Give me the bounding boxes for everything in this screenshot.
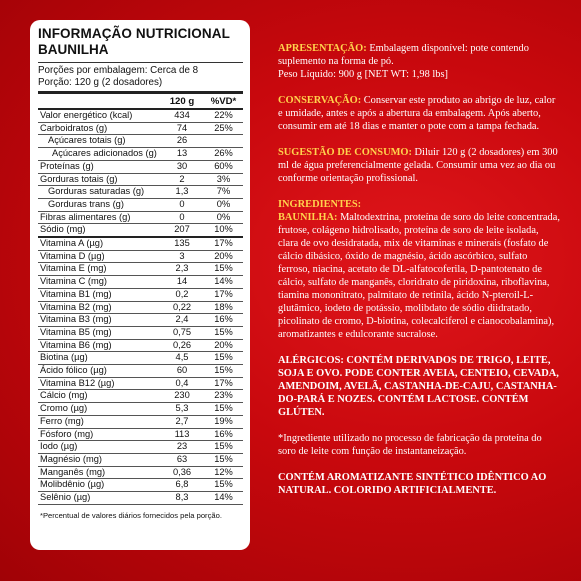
servings-info	[38, 62, 243, 88]
flavor-ingredients-label: BAUNILHA:	[278, 212, 338, 223]
nutrition-row	[38, 352, 243, 365]
nutrient-vd: 0%	[204, 211, 243, 224]
nutrition-title: INFORMAÇÃO NUTRICIONAL	[38, 26, 230, 41]
ingredients-section	[278, 198, 560, 341]
nutrition-row	[38, 415, 243, 428]
nutrient-vd: 17%	[204, 237, 243, 250]
nutrient-vd: 15%	[204, 479, 243, 492]
nutrient-name: Manganês (mg)	[38, 466, 160, 479]
nutrient-vd	[204, 135, 243, 148]
storage-text: Conservar este produto ao abrigo de luz, calor e umidade, antes e após a abertura da embalagem. Após aberto, consumir em até 18 dias e manter o pote com a tampa fechada.	[278, 95, 556, 132]
nutrient-vd: 7%	[204, 186, 243, 199]
nutrient-name: Vitamina E (mg)	[38, 263, 160, 276]
nutrient-name: Gorduras trans (g)	[38, 198, 160, 211]
nutrient-amount: 434	[160, 109, 204, 122]
nutrient-name: Cálcio (mg)	[38, 390, 160, 403]
usage-text: Diluir 120 g (2 dosadores) em 300 ml de água preferencialmente gelada. Consumir uma vez ao dia ou conforme orientação profissional.	[278, 147, 558, 184]
nutrient-vd: 17%	[204, 377, 243, 390]
nutrient-vd: 26%	[204, 148, 243, 161]
nutrition-facts-panel	[30, 20, 250, 550]
nutrient-amount: 26	[160, 135, 204, 148]
nutrient-amount: 0	[160, 198, 204, 211]
nutrient-amount: 1,3	[160, 186, 204, 199]
nutrient-vd: 14%	[204, 492, 243, 505]
nutrient-name: Vitamina C (mg)	[38, 276, 160, 289]
nutrition-row	[38, 377, 243, 390]
nutrient-vd: 23%	[204, 390, 243, 403]
nutrient-name: Cromo (µg)	[38, 403, 160, 416]
nutrient-amount: 113	[160, 428, 204, 441]
nutrient-vd: 25%	[204, 122, 243, 135]
nutrition-row	[38, 122, 243, 135]
nutrient-name: Magnésio (mg)	[38, 453, 160, 466]
nutrient-vd: 15%	[204, 365, 243, 378]
nutrient-amount: 2	[160, 173, 204, 186]
nutrient-name: Fósforo (mg)	[38, 428, 160, 441]
nutrient-amount: 5,3	[160, 403, 204, 416]
nutrition-row	[38, 186, 243, 199]
nutrient-name: Ferro (mg)	[38, 415, 160, 428]
nutrient-amount: 74	[160, 122, 204, 135]
nutrient-vd: 20%	[204, 339, 243, 352]
nutrient-name: Vitamina B1 (mg)	[38, 288, 160, 301]
nutrient-name: Gorduras saturadas (g)	[38, 186, 160, 199]
nutrient-amount: 4,5	[160, 352, 204, 365]
nutrition-row	[38, 492, 243, 505]
nutrition-row	[38, 263, 243, 276]
storage-label: CONSERVAÇÃO:	[278, 95, 362, 106]
nutrition-table	[38, 91, 243, 505]
nutrition-row	[38, 365, 243, 378]
header-vd: %VD*	[204, 93, 243, 110]
header-nutrient	[38, 93, 160, 110]
nutrition-row	[38, 250, 243, 263]
nutrient-amount: 2,4	[160, 314, 204, 327]
nutrient-amount: 6,8	[160, 479, 204, 492]
ingredient-note: *Ingrediente utilizado no processo de fabricação da proteína do soro de leite com função de instantaneização.	[278, 433, 542, 457]
nutrition-row	[38, 198, 243, 211]
nutrient-name: Vitamina B12 (µg)	[38, 377, 160, 390]
nutrient-amount: 14	[160, 276, 204, 289]
nutrient-amount: 0,36	[160, 466, 204, 479]
presentation-label: APRESENTAÇÃO:	[278, 43, 367, 54]
nutrient-name: Fibras alimentares (g)	[38, 211, 160, 224]
nutrient-vd: 16%	[204, 314, 243, 327]
nutrition-row	[38, 160, 243, 173]
nutrition-row	[38, 339, 243, 352]
nutrition-row	[38, 314, 243, 327]
nutrition-table-header	[38, 93, 243, 110]
ingredients-label: INGREDIENTES:	[278, 199, 362, 210]
nutrient-vd: 14%	[204, 276, 243, 289]
nutrient-name: Açúcares adicionados (g)	[38, 148, 160, 161]
nutrient-vd: 10%	[204, 224, 243, 237]
serving-size: Porção: 120 g (2 dosadores)	[38, 76, 163, 88]
nutrient-name: Valor energético (kcal)	[38, 109, 160, 122]
nutrient-name: Vitamina B2 (mg)	[38, 301, 160, 314]
nutrient-name: Vitamina A (µg)	[38, 237, 160, 250]
nutrition-footnote: *Percentual de valores diários fornecidos pela porção.	[40, 510, 222, 520]
nutrient-name: Iodo (µg)	[38, 441, 160, 454]
nutrition-table-body	[38, 109, 243, 504]
nutrient-vd: 22%	[204, 109, 243, 122]
nutrient-vd: 15%	[204, 441, 243, 454]
usage-section	[278, 146, 560, 185]
nutrient-amount: 60	[160, 365, 204, 378]
nutrient-vd: 15%	[204, 453, 243, 466]
nutrition-row	[38, 390, 243, 403]
nutrition-row	[38, 135, 243, 148]
usage-label: SUGESTÃO DE CONSUMO:	[278, 147, 412, 158]
nutrient-vd: 60%	[204, 160, 243, 173]
nutrition-row	[38, 211, 243, 224]
nutrient-vd: 0%	[204, 198, 243, 211]
nutrient-name: Gorduras totais (g)	[38, 173, 160, 186]
nutrient-name: Sódio (mg)	[38, 224, 160, 237]
allergens-text: ALÉRGICOS: CONTÉM DERIVADOS DE TRIGO, LEITE, SOJA E OVO. PODE CONTER AVEIA, CENTEIO, CEVADA, AMENDOIM, AVELÃ, CASTANHA-DE-CAJU, CASTANHA-DO-PARÁ E NOZES. CONTÉM LACTOSE. CONTÉM GLÚTEN.	[278, 355, 559, 418]
nutrition-row	[38, 466, 243, 479]
nutrient-name: Carboidratos (g)	[38, 122, 160, 135]
servings-per-package: Porções por embalagem: Cerca de 8	[38, 65, 199, 76]
nutrient-vd: 20%	[204, 250, 243, 263]
nutrient-amount: 0	[160, 211, 204, 224]
nutrition-row	[38, 403, 243, 416]
nutrient-amount: 0,26	[160, 339, 204, 352]
nutrient-amount: 30	[160, 160, 204, 173]
nutrition-row	[38, 326, 243, 339]
nutrition-row	[38, 428, 243, 441]
nutrition-row	[38, 109, 243, 122]
nutrient-amount: 63	[160, 453, 204, 466]
nutrient-name: Vitamina B5 (mg)	[38, 326, 160, 339]
nutrition-row	[38, 301, 243, 314]
nutrition-row	[38, 276, 243, 289]
nutrient-amount: 230	[160, 390, 204, 403]
nutrient-amount: 3	[160, 250, 204, 263]
nutrient-vd: 16%	[204, 428, 243, 441]
presentation-section	[278, 42, 560, 81]
nutrition-row	[38, 173, 243, 186]
nutrient-vd: 17%	[204, 288, 243, 301]
nutrient-amount: 2,3	[160, 263, 204, 276]
nutrient-amount: 13	[160, 148, 204, 161]
nutrient-vd: 15%	[204, 403, 243, 416]
nutrient-vd: 12%	[204, 466, 243, 479]
nutrient-vd: 15%	[204, 326, 243, 339]
storage-section	[278, 94, 560, 133]
nutrient-amount: 23	[160, 441, 204, 454]
ingredients-text: Maltodextrina, proteína de soro do leite concentrada, frutose, colágeno hidrolisado, proteína de soro de leite isolada, clara de ovo desidratada, mix de vitaminas e minerais (fosfato de cálcio dibásico, óxido de magnésio, ácido ascórbico, sulfato ferroso, niacina, acetato de DL-alfatocoferila, D-pantotenato de cálcio, sulfato de manganês, cloridrato de piridoxina, riboflavina, tiamina mononitrato, palmitato de retinila, ácido N-pteroil-L-glutâmico, iodeto de potássio, molibdato de sódio diidratado, picolinato de cromo, D-biotina, colecalciferol e cianocobalamina), aromatizantes e edulcorante sucralose.	[278, 212, 560, 340]
nutrient-name: Biotina (µg)	[38, 352, 160, 365]
net-weight: Peso Líquido: 900 g [NET WT: 1,98 lbs]	[278, 69, 448, 80]
header-amount: 120 g	[160, 93, 204, 110]
nutrient-vd: 15%	[204, 352, 243, 365]
nutrition-row	[38, 237, 243, 250]
nutrition-row	[38, 441, 243, 454]
nutrient-amount: 0,22	[160, 301, 204, 314]
nutrient-name: Molibdênio (µg)	[38, 479, 160, 492]
nutrient-amount: 0,4	[160, 377, 204, 390]
nutrition-row	[38, 479, 243, 492]
nutrition-row	[38, 453, 243, 466]
flavoring-text: CONTÉM AROMATIZANTE SINTÉTICO IDÊNTICO AO NATURAL. COLORIDO ARTIFICIALMENTE.	[278, 472, 547, 496]
nutrient-vd: 18%	[204, 301, 243, 314]
nutrition-row	[38, 224, 243, 237]
nutrient-amount: 0,2	[160, 288, 204, 301]
nutrient-name: Vitamina B3 (mg)	[38, 314, 160, 327]
nutrient-name: Vitamina D (µg)	[38, 250, 160, 263]
nutrient-name: Açúcares totais (g)	[38, 135, 160, 148]
nutrient-name: Ácido fólico (µg)	[38, 365, 160, 378]
nutrient-amount: 135	[160, 237, 204, 250]
presentation-text: Embalagem disponível: pote contendo suplemento na forma de pó.	[278, 43, 529, 67]
product-info	[278, 42, 560, 510]
nutrient-name: Vitamina B6 (mg)	[38, 339, 160, 352]
nutrient-amount: 2,7	[160, 415, 204, 428]
nutrient-vd: 3%	[204, 173, 243, 186]
nutrition-row	[38, 148, 243, 161]
nutrient-amount: 8,3	[160, 492, 204, 505]
nutrition-row	[38, 288, 243, 301]
nutrient-name: Proteínas (g)	[38, 160, 160, 173]
nutrient-vd: 15%	[204, 263, 243, 276]
flavor-title: BAUNILHA	[38, 42, 109, 57]
nutrient-amount: 207	[160, 224, 204, 237]
nutrient-name: Selênio (µg)	[38, 492, 160, 505]
nutrient-amount: 0,75	[160, 326, 204, 339]
nutrient-vd: 19%	[204, 415, 243, 428]
